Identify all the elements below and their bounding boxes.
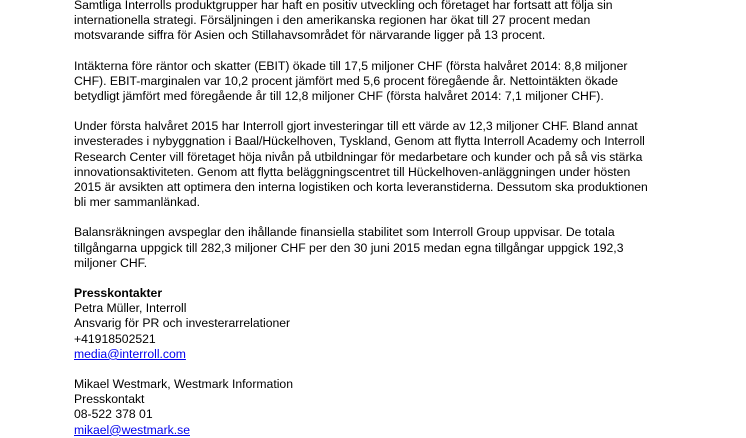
contact-name: Petra Müller, Interroll [74, 301, 187, 316]
text-line: innovationsaktiviteten. Genom att flytta beläggningscentret till Hückelhoven-anläggningen under hösten [74, 164, 631, 179]
contact-name: Mikael Westmark, Westmark Information [74, 377, 293, 392]
paragraph-investments [74, 119, 674, 210]
paragraph-spacer [74, 44, 674, 59]
text-line: Intäkterna före räntor och skatter (EBIT) ökade till 17,5 miljoner CHF (första halvåret 2014: 8,8 miljoner [74, 58, 628, 73]
paragraph-spacer [74, 362, 674, 377]
contact-phone: 08-522 378 01 [74, 407, 153, 422]
text-line: Samtliga Interrolls produktgrupper har haft en positiv utveckling och företaget har fortsatt att följa sin [74, 0, 613, 12]
text-line: motsvarande siffra för Asien och Stillahavsområdet för närvarande ligger på 13 procent. [74, 28, 546, 43]
contact-email-link[interactable]: mikael@westmark.se [74, 422, 190, 437]
text-line: Research Center vill företaget höja nivån på utbildningar för medarbetare och kunder och på så vis stärka [74, 149, 643, 164]
paragraph-spacer [74, 210, 674, 225]
document-page [74, 0, 674, 438]
text-line: Under första halvåret 2015 har Interroll gjort investeringar till ett värde av 12,3 miljoner CHF. Bland annat [74, 119, 638, 134]
text-line: betydligt jämfört med föregående år till 12,8 miljoner CHF (första halvåret 2014: 7,1 miljoner CHF). [74, 89, 604, 104]
text-line: bli mer sammanlänkad. [74, 195, 200, 210]
text-line: 2015 är avsikten att optimera den interna logistiken och korta leveranstiderna. Dessutom ska produktionen [74, 180, 648, 195]
text-line: CHF). EBIT-marginalen var 10,2 procent jämfört med 5,6 procent föregående år. Nettointäkten ökade [74, 73, 618, 88]
text-line: miljoner CHF. [74, 255, 148, 270]
paragraph-balance-sheet [74, 225, 674, 271]
paragraph-spacer [74, 271, 674, 286]
paragraph-spacer [74, 104, 674, 119]
paragraph-product-groups [74, 0, 674, 44]
contact-email-link[interactable]: media@interroll.com [74, 346, 186, 361]
press-contacts [74, 286, 674, 362]
text-line: investerades i nybyggnation i Baal/Hückelhoven, Tyskland, Genom att flytta Interroll Academy och Interroll [74, 134, 645, 149]
press-contacts-heading: Presskontakter [74, 286, 163, 301]
text-line: tillgångarna uppgick till 282,3 miljoner CHF per den 30 juni 2015 medan egna tillgångar uppgick 192,3 [74, 240, 624, 255]
contact-phone: +41918502521 [74, 331, 156, 346]
text-line: internationella strategi. Försäljningen i den amerikanska regionen har ökat till 27 procent medan [74, 13, 591, 28]
press-contact-2 [74, 377, 674, 438]
contact-role: Ansvarig för PR och investerarrelationer [74, 316, 291, 331]
text-line: Balansräkningen avspeglar den ihållande finansiella stabilitet som Interroll Group uppvisar. De totala [74, 225, 615, 240]
paragraph-ebit [74, 59, 674, 105]
contact-role: Presskontakt [74, 392, 145, 407]
